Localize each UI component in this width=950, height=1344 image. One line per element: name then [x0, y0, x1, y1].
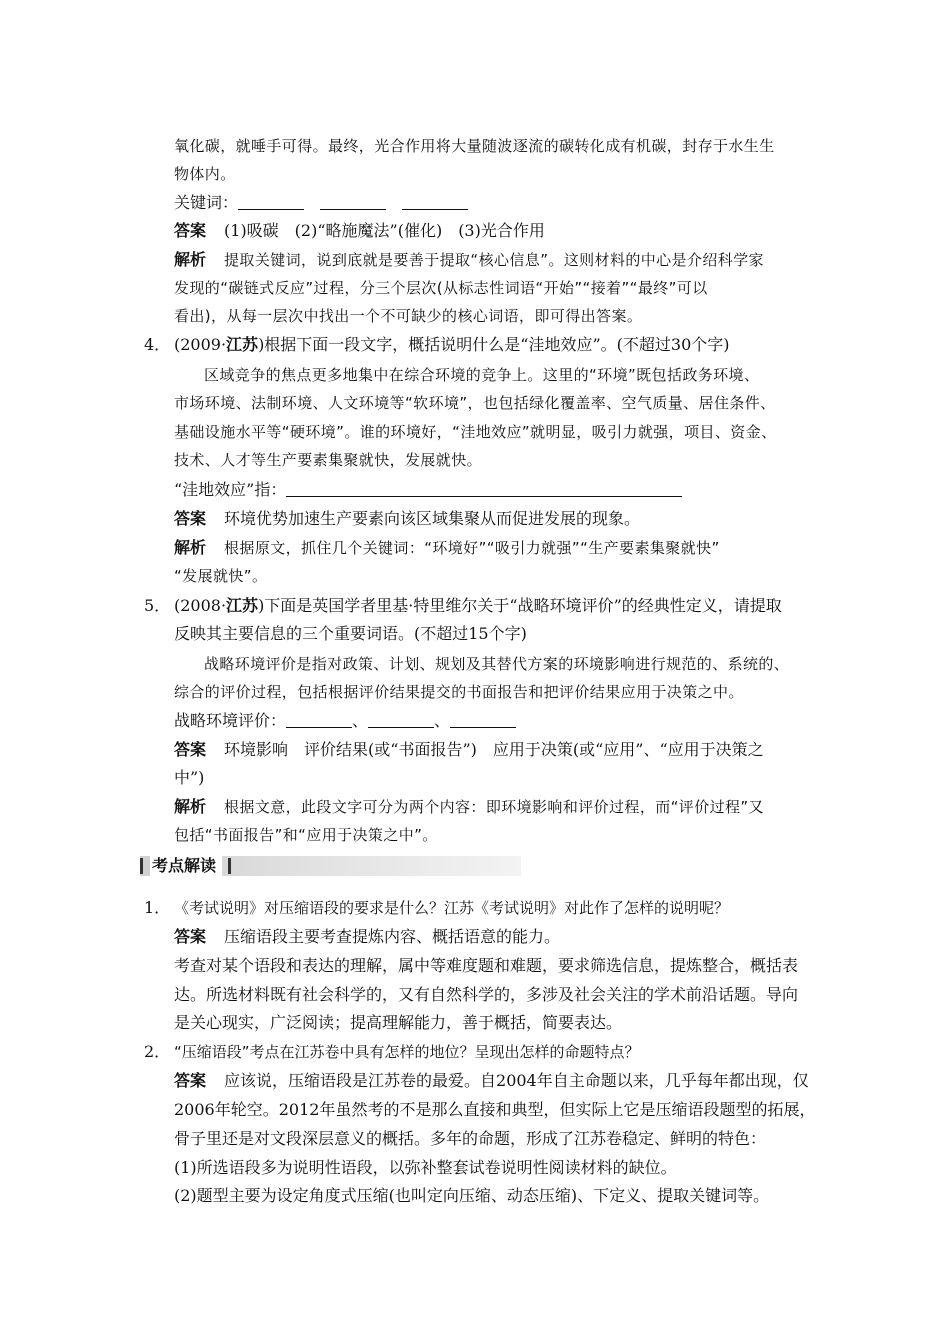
k2-question: [0, 1038, 950, 1066]
q4-material-line-4: 技术、人才等生产要素集聚就快，发展就快。: [174, 451, 483, 469]
q4-answer: [0, 505, 950, 533]
k2-line-4: (2)题型主要为设定角度式压缩(也叫定向压缩、动态压缩)、下定义、提取关键词等。: [174, 1186, 770, 1205]
answer-label: 答案: [174, 1071, 207, 1090]
section-bar-left: [140, 858, 143, 874]
question-number: 5．: [144, 596, 171, 615]
analysis-label: 解析: [174, 538, 207, 557]
answer-label: 答案: [174, 221, 207, 240]
k2-answer: [0, 1067, 950, 1095]
separator: 、: [352, 711, 369, 730]
q5-material-line-2: 综合的评价过程，包括根据评价结果提交的书面报告和把评价结果应用于决策之中。: [174, 683, 744, 701]
k2-line-1: 2006年轮空。2012年虽然考的不是那么直接和典型，但实际上它是压缩语段题型的拓展，: [174, 1100, 816, 1119]
q3-material-line-2: 物体内。: [174, 165, 236, 183]
question-number: 2．: [144, 1042, 171, 1061]
answer-label: 答案: [174, 927, 207, 946]
analysis-line: 根据文意，此段文字可分为两个内容：即环境影响和评价过程，而“评价过程”又: [224, 798, 764, 816]
question-number: 4．: [144, 335, 171, 354]
answer-text: 环境影响 评价结果(或“书面报告”) 应用于决策(或“应用”、“应用于决策之: [224, 740, 764, 759]
q3-answer: [0, 217, 950, 245]
source-province: 江苏: [226, 596, 259, 615]
q4-fill-row: [0, 476, 950, 504]
k2-line-3: (1)所选语段多为说明性语段，以弥补整套试卷说明性阅读材料的缺位。: [174, 1158, 677, 1177]
k2-line-2: 骨子里还是对文段深层意义的概括。多年的命题，形成了江苏卷稳定、鲜明的特色：: [174, 1129, 767, 1148]
source-prefix: (2009·: [174, 335, 227, 354]
q4-analysis-line-2: “发展就快”。: [174, 567, 268, 585]
q3-analysis-line-2: 发现的“碳链式反应”过程，分三个层次(从标志性词语“开始”“接着”“最终”可以: [174, 279, 708, 297]
section-title: 考点解读: [150, 855, 222, 877]
q4-material-line-1: 区域竞争的焦点更多地集中在综合环境的竞争上。这里的“环境”既包括政务环境、: [204, 366, 760, 384]
q5-analysis-line-2: 包括“书面报告”和“应用于决策之中”。: [174, 826, 438, 844]
section-header: [140, 856, 521, 876]
q5-material-line-1: 战略环境评价是指对政策、计划、规划及其替代方案的环境影响进行规范的、系统的、: [204, 655, 790, 673]
keywords-label: 关键词：: [174, 193, 239, 212]
q3-material-line-1: 氧化碳，就唾手可得。最终，光合作用将大量随波逐流的碳转化成有机碳，封存于水生生: [174, 137, 775, 155]
q4-analysis: [0, 534, 950, 562]
keyword-blank-2[interactable]: [320, 191, 386, 210]
q5-answer: [0, 736, 950, 764]
question-text: “压缩语段”考点在江苏卷中具有怎样的地位？呈现出怎样的命题特点？: [174, 1043, 640, 1061]
q5-answer-line-2: 中”): [174, 768, 205, 787]
fill-label: “洼地效应”指：: [174, 480, 287, 499]
answer-text: (1)吸碳 (2)“略施魔法”(催化) (3)光合作用: [224, 221, 545, 240]
k1-question: [0, 894, 950, 922]
k1-line-1: 考查对某个语段和表达的理解，属中等难度题和难题，要求筛选信息，提炼整合，概括表: [174, 956, 799, 975]
analysis-label: 解析: [174, 250, 207, 269]
fill-label: 战略环境评价：: [174, 711, 287, 730]
q4-question: [0, 331, 950, 359]
question-text: 《考试说明》对压缩语段的要求是什么？江苏《考试说明》对此作了怎样的说明呢？: [174, 899, 730, 917]
question-text: )根据下面一段文字，概括说明什么是“洼地效应”。(不超过30个字): [258, 335, 730, 354]
question-text: )下面是英国学者里基·特里维尔关于“战略环境评价”的经典性定义，请提取: [258, 596, 782, 615]
separator: 、: [434, 711, 451, 730]
q5-question: [0, 592, 950, 620]
k1-line-3: 是关心现实，广泛阅读；提高理解能力，善于概括，简要表达。: [174, 1013, 623, 1032]
q5-fill-row: [0, 707, 950, 735]
section-bar-right: [228, 858, 231, 874]
k1-line-2: 达。所选材料既有社会科学的，又有自然科学的，多涉及社会关注的学术前沿话题。导向: [174, 985, 799, 1004]
answer-label: 答案: [174, 509, 207, 528]
term-blank-2[interactable]: [368, 709, 434, 728]
q4-material-line-3: 基础设施水平等“硬环境”。谁的环境好，“洼地效应”就明显，吸引力就强，项目、资金、: [174, 423, 777, 441]
keyword-blank-1[interactable]: [238, 191, 304, 210]
keyword-blank-3[interactable]: [402, 191, 468, 210]
answer-label: 答案: [174, 740, 207, 759]
analysis-label: 解析: [174, 797, 207, 816]
answer-text: 应该说，压缩语段是江苏卷的最爱。自2004年自主命题以来，几乎每年都出现，仅: [224, 1071, 809, 1090]
source-province: 江苏: [226, 335, 259, 354]
q3-analysis-line-3: 看出)，从每一层次中找出一个不可缺少的核心词语，即可得出答案。: [174, 307, 643, 325]
term-blank-1[interactable]: [286, 709, 352, 728]
question-number: 1．: [144, 898, 171, 917]
source-prefix: (2008·: [174, 596, 227, 615]
q3-keywords-row: [0, 189, 950, 217]
k1-answer: [0, 923, 950, 951]
q3-analysis: [0, 246, 950, 274]
analysis-line: 提取关键词，说到底就是要善于提取“核心信息”。这则材料的中心是介绍科学家: [224, 251, 764, 269]
q5-analysis: [0, 793, 950, 821]
q4-material-line-2: 市场环境、法制环境、人文环境等“软环境”，也包括绿化覆盖率、空气质量、居住条件、: [174, 394, 776, 412]
definition-blank[interactable]: [286, 478, 682, 497]
analysis-line: 根据原文，抓住几个关键词：“环境好”“吸引力就强”“生产要素集聚就快”: [224, 539, 720, 557]
answer-text: 环境优势加速生产要素向该区域集聚从而促进发展的现象。: [224, 509, 641, 528]
term-blank-3[interactable]: [450, 709, 516, 728]
answer-text: 压缩语段主要考查提炼内容、概括语意的能力。: [224, 927, 561, 946]
q5-question-line-2: 反映其主要信息的三个重要词语。(不超过15个字): [174, 624, 527, 643]
